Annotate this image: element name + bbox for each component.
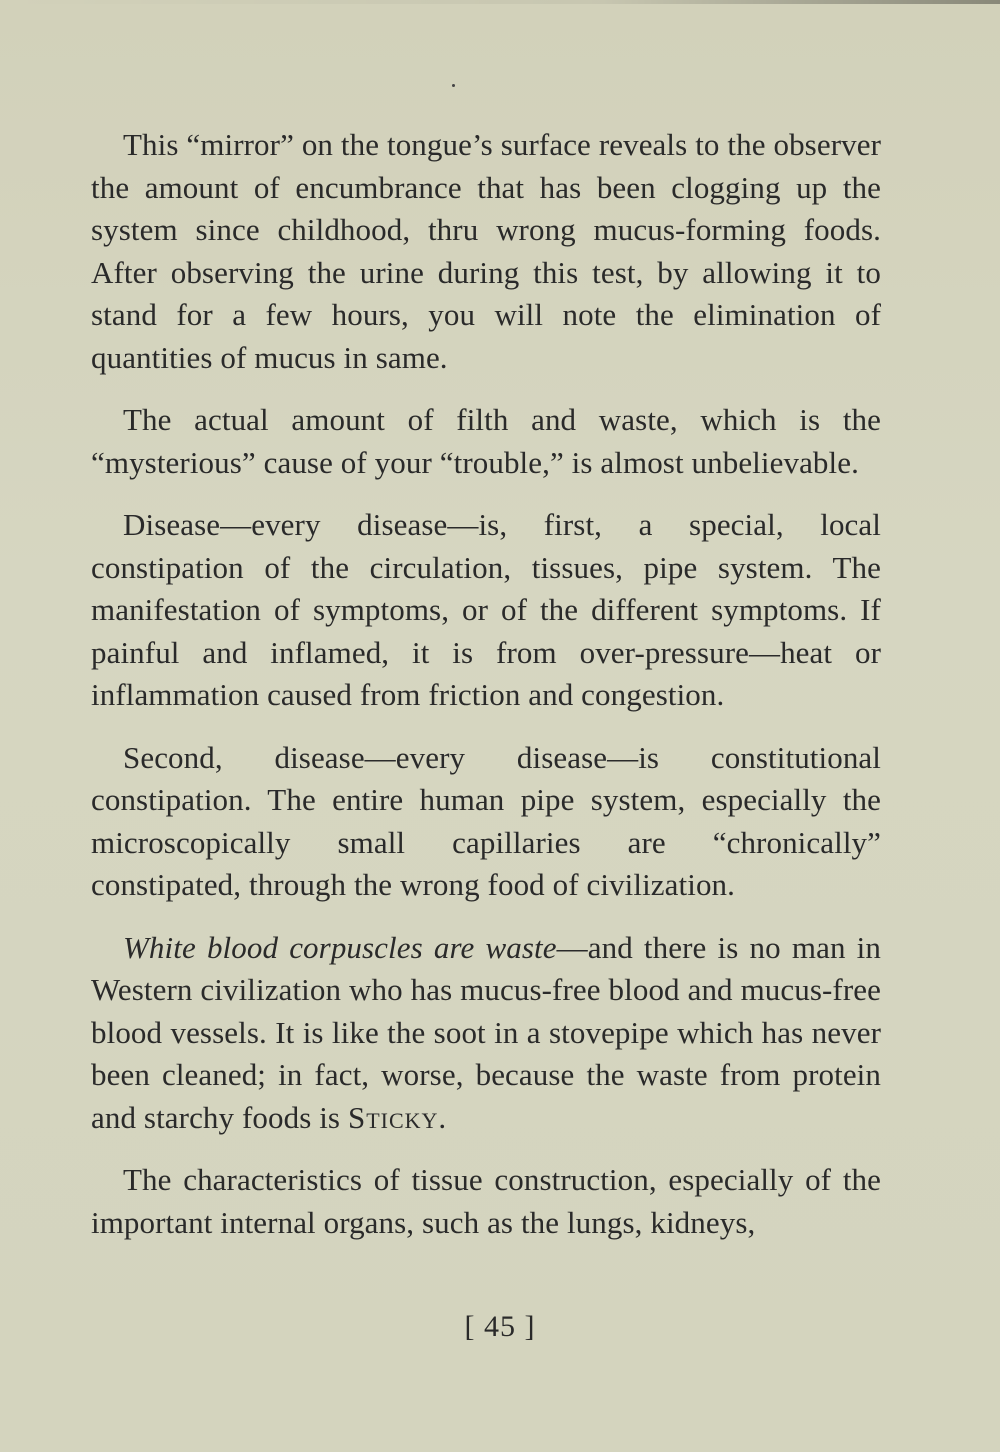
- body-text: [91, 124, 881, 1264]
- paragraph-5-italic-lead: White blood corpuscles are waste: [123, 929, 557, 965]
- paragraph-4: Second, disease—every disease—is constitutional constipation. The entire human pipe system, especially the microscopically small capillaries are “chronically” constipated, through the wrong food of civilization.: [91, 739, 881, 902]
- paragraph-6: The characteristics of tissue construction, especially of the important internal organs, such as the lungs, kidneys,: [91, 1162, 881, 1240]
- paragraph-2: The actual amount of filth and waste, which is the “mysterious” cause of your “trouble,” is almost unbelievable.: [91, 402, 881, 480]
- paragraph-5: [91, 927, 881, 1140]
- page-top-edge: [0, 0, 1000, 4]
- paragraph-3: Disease—every disease—is, first, a special, local constipation of the circulation, tissues, pipe system. The manifestation of symptoms, or of the different symptoms. If painful and inflamed, it is from over-pressure—heat or inflammation caused from friction and congestion.: [91, 507, 881, 712]
- paragraph-5-body: —and there is no man in Western civilization who has mucus-free blood and mucus-free blood vessels. It is like the soot in a stovepipe which has never been cleaned; in fact, worse, because the waste from protein and starchy foods is: [91, 929, 881, 1135]
- paragraph-5-end: .: [438, 1099, 447, 1135]
- paragraph-5-small-caps: Sticky: [347, 1099, 439, 1135]
- paragraph-1: This “mirror” on the tongue’s surface reveals to the observer the amount of encumbrance that has been clogging up the system since childhood, thru wrong mucus-forming foods. After observing the urine during this test, by allowing it to stand for a few hours, you will note the elimination of quantities of mucus in same.: [91, 127, 881, 375]
- page-mark: [452, 84, 455, 87]
- page-number: [ 45 ]: [464, 1310, 536, 1343]
